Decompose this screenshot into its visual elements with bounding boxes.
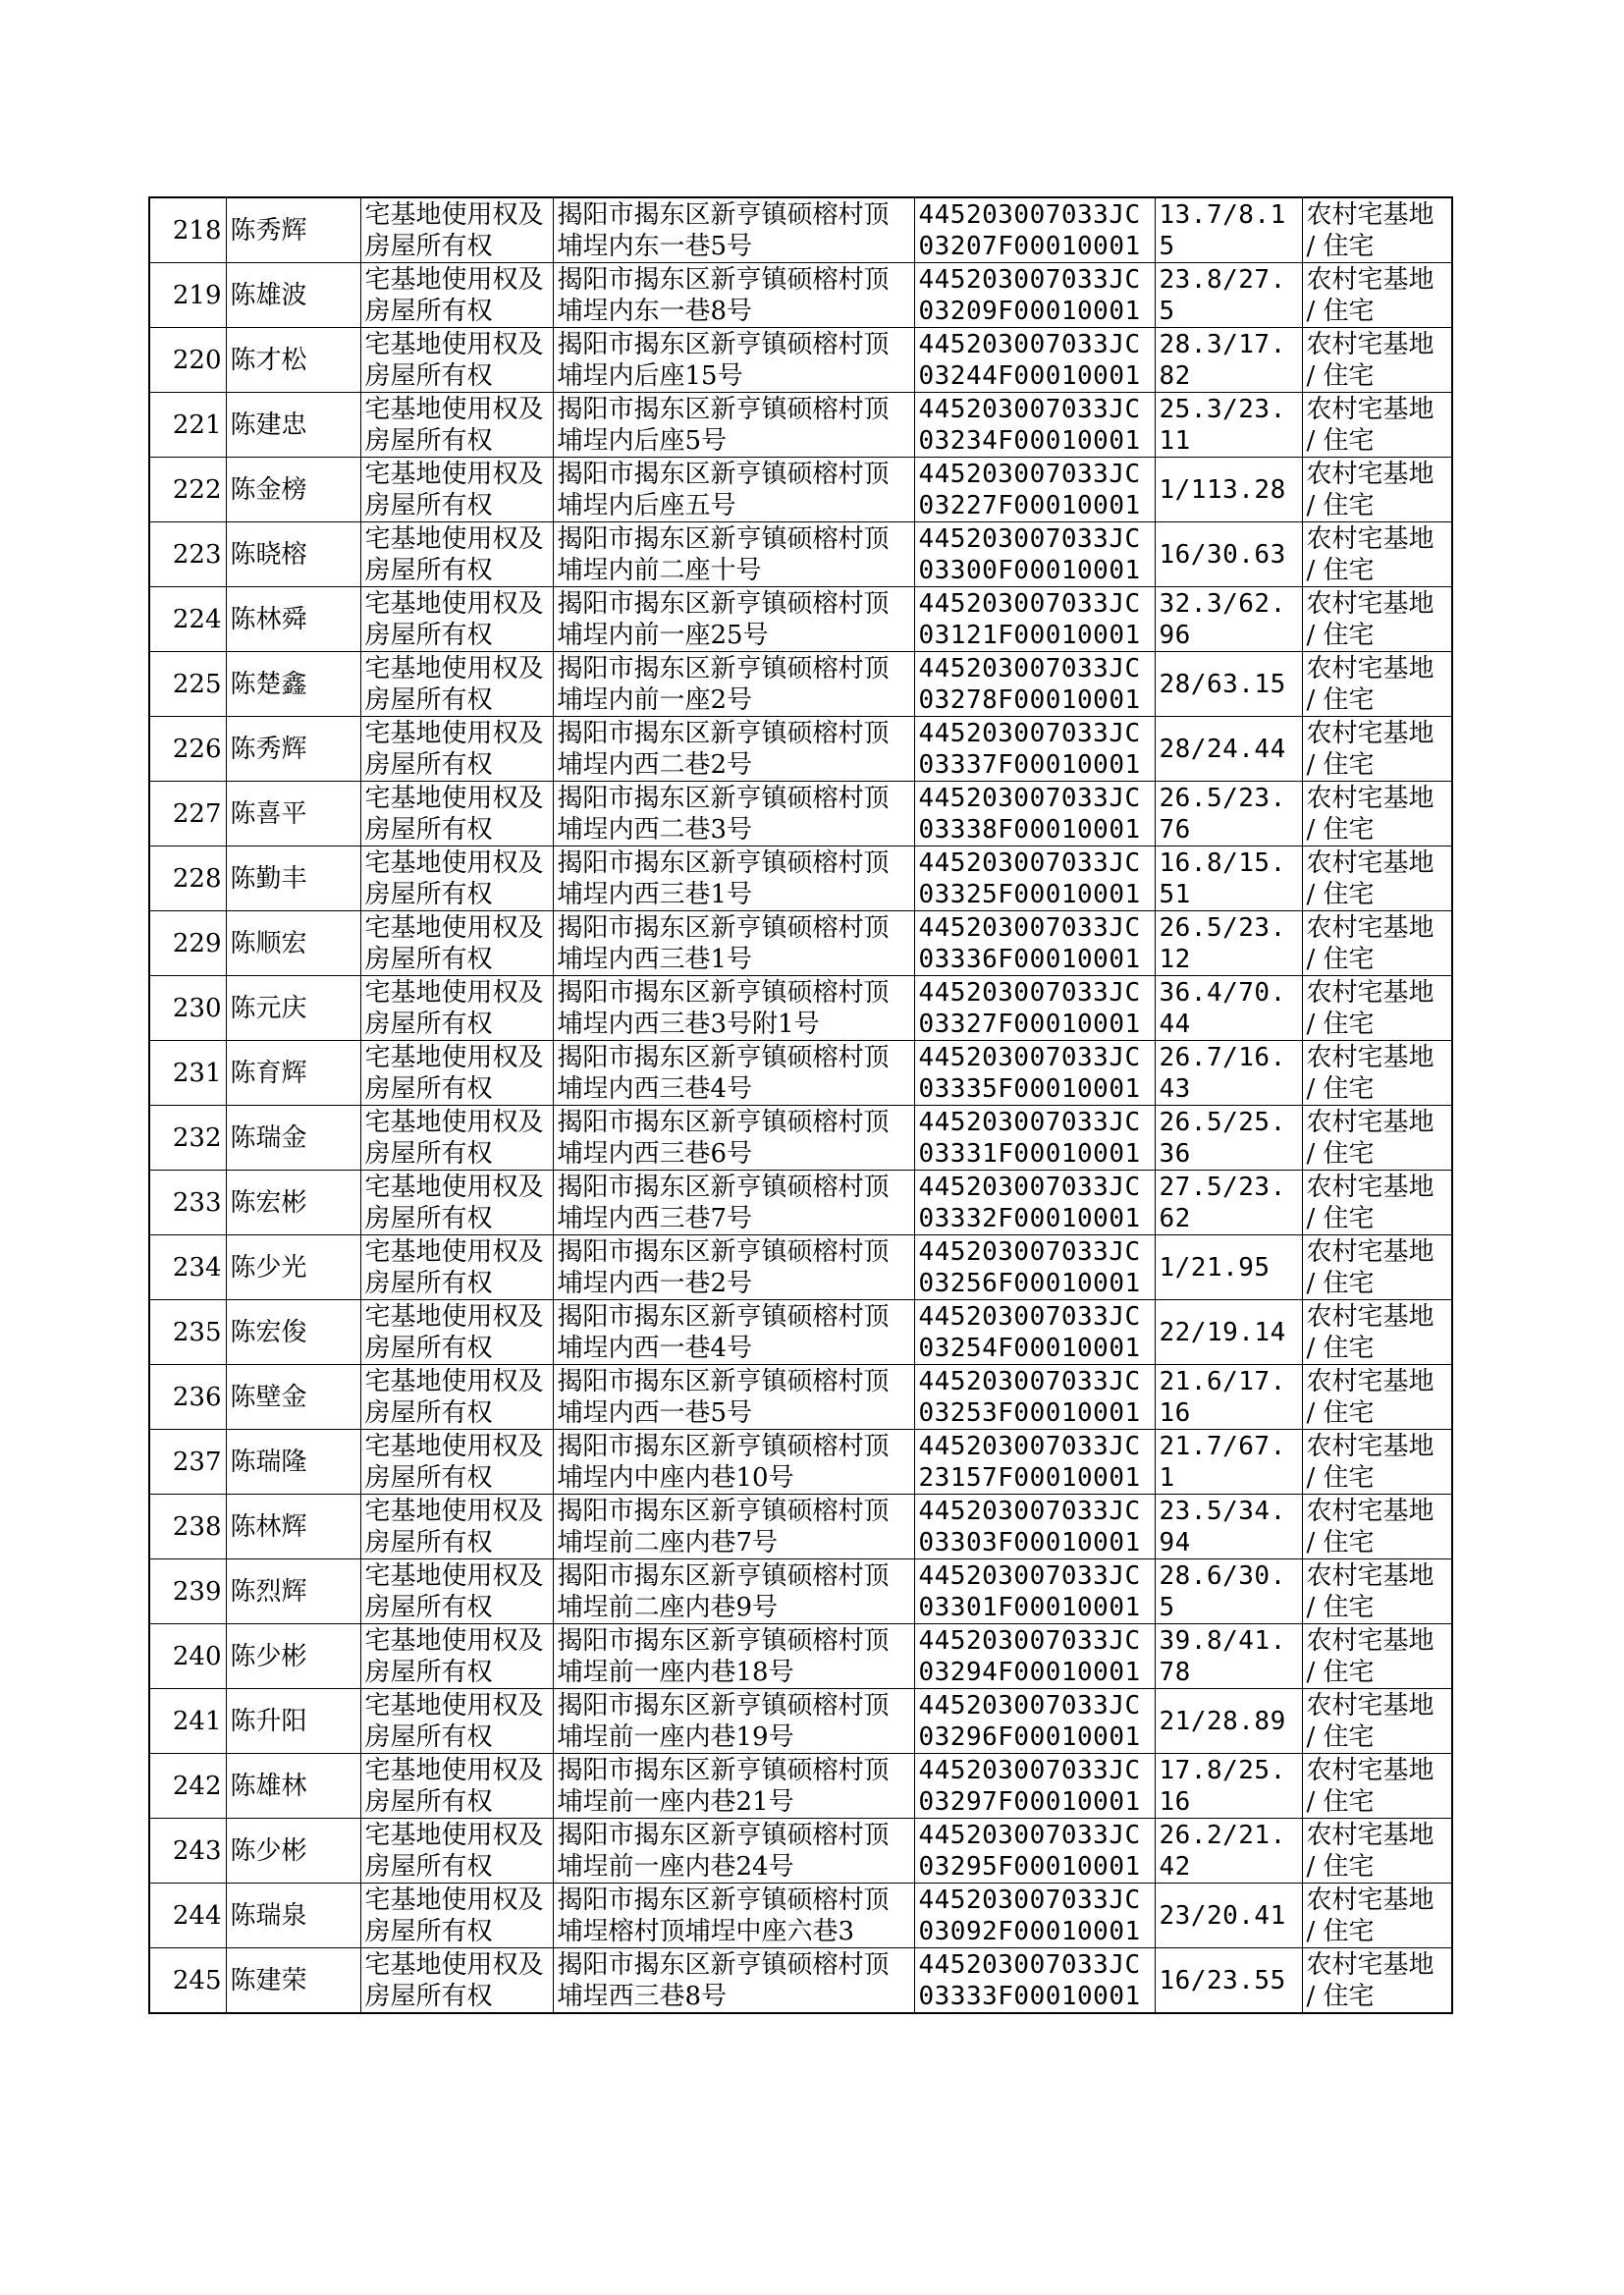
area-cell: 13.7/8.15 — [1155, 197, 1302, 263]
table-row — [149, 1300, 1452, 1365]
owner-name-cell: 陈宏俊 — [226, 1300, 360, 1365]
row-number-cell: 236 — [149, 1365, 226, 1430]
usage-cell: 农村宅基地 / 住宅 — [1302, 1884, 1452, 1948]
address-cell: 揭阳市揭东区新亨镇硕榕村顶埔埕内西三巷1号 — [553, 847, 914, 911]
row-number-cell: 225 — [149, 652, 226, 717]
unit-code-cell: 445203007033JC03295F00010001 — [914, 1819, 1155, 1884]
right-type-cell: 宅基地使用权及房屋所有权 — [360, 1689, 553, 1754]
row-number-cell: 239 — [149, 1559, 226, 1624]
address-cell: 揭阳市揭东区新亨镇硕榕村顶埔埕内西二巷3号 — [553, 782, 914, 847]
table-row — [149, 1430, 1452, 1495]
unit-code-cell: 445203007033JC03209F00010001 — [914, 263, 1155, 328]
right-type-cell: 宅基地使用权及房屋所有权 — [360, 911, 553, 976]
address-cell: 揭阳市揭东区新亨镇硕榕村顶埔埕内东一巷8号 — [553, 263, 914, 328]
unit-code-cell: 445203007033JC03207F00010001 — [914, 197, 1155, 263]
usage-cell: 农村宅基地 / 住宅 — [1302, 522, 1452, 587]
unit-code-cell: 445203007033JC03331F00010001 — [914, 1106, 1155, 1171]
area-cell: 23/20.41 — [1155, 1884, 1302, 1948]
right-type-cell: 宅基地使用权及房屋所有权 — [360, 458, 553, 522]
owner-name-cell: 陈瑞隆 — [226, 1430, 360, 1495]
usage-cell: 农村宅基地 / 住宅 — [1302, 1430, 1452, 1495]
owner-name-cell: 陈少光 — [226, 1235, 360, 1300]
owner-name-cell: 陈勤丰 — [226, 847, 360, 911]
row-number-cell: 240 — [149, 1624, 226, 1689]
usage-cell: 农村宅基地 / 住宅 — [1302, 717, 1452, 782]
unit-code-cell: 445203007033JC03092F00010001 — [914, 1884, 1155, 1948]
usage-cell: 农村宅基地 / 住宅 — [1302, 263, 1452, 328]
unit-code-cell: 445203007033JC03335F00010001 — [914, 1041, 1155, 1106]
address-cell: 揭阳市揭东区新亨镇硕榕村顶埔埕内西三巷1号 — [553, 911, 914, 976]
usage-cell: 农村宅基地 / 住宅 — [1302, 1624, 1452, 1689]
address-cell: 揭阳市揭东区新亨镇硕榕村顶埔埕内西三巷6号 — [553, 1106, 914, 1171]
right-type-cell: 宅基地使用权及房屋所有权 — [360, 782, 553, 847]
area-cell: 1/21.95 — [1155, 1235, 1302, 1300]
address-cell: 揭阳市揭东区新亨镇硕榕村顶埔埕内西二巷2号 — [553, 717, 914, 782]
unit-code-cell: 445203007033JC03300F00010001 — [914, 522, 1155, 587]
row-number-cell: 219 — [149, 263, 226, 328]
table-row — [149, 1948, 1452, 2014]
area-cell: 16/23.55 — [1155, 1948, 1302, 2014]
owner-name-cell: 陈雄林 — [226, 1754, 360, 1819]
address-cell: 揭阳市揭东区新亨镇硕榕村顶埔埕内西一巷5号 — [553, 1365, 914, 1430]
table-row — [149, 197, 1452, 263]
area-cell: 28/63.15 — [1155, 652, 1302, 717]
right-type-cell: 宅基地使用权及房屋所有权 — [360, 1819, 553, 1884]
table-row — [149, 911, 1452, 976]
unit-code-cell: 445203007033JC03333F00010001 — [914, 1948, 1155, 2014]
usage-cell: 农村宅基地 / 住宅 — [1302, 1495, 1452, 1559]
owner-name-cell: 陈楚鑫 — [226, 652, 360, 717]
owner-name-cell: 陈林辉 — [226, 1495, 360, 1559]
row-number-cell: 243 — [149, 1819, 226, 1884]
right-type-cell: 宅基地使用权及房屋所有权 — [360, 1106, 553, 1171]
area-cell: 26.5/25.36 — [1155, 1106, 1302, 1171]
table-row — [149, 1495, 1452, 1559]
row-number-cell: 241 — [149, 1689, 226, 1754]
unit-code-cell: 445203007033JC03253F00010001 — [914, 1365, 1155, 1430]
row-number-cell: 244 — [149, 1884, 226, 1948]
unit-code-cell: 445203007033JC03234F00010001 — [914, 393, 1155, 458]
area-cell: 1/113.28 — [1155, 458, 1302, 522]
address-cell: 揭阳市揭东区新亨镇硕榕村顶埔埕西三巷8号 — [553, 1948, 914, 2014]
owner-name-cell: 陈建荣 — [226, 1948, 360, 2014]
area-cell: 28.3/17.82 — [1155, 328, 1302, 393]
row-number-cell: 242 — [149, 1754, 226, 1819]
usage-cell: 农村宅基地 / 住宅 — [1302, 847, 1452, 911]
table-row — [149, 1559, 1452, 1624]
owner-name-cell: 陈瑞泉 — [226, 1884, 360, 1948]
right-type-cell: 宅基地使用权及房屋所有权 — [360, 263, 553, 328]
table-row — [149, 976, 1452, 1041]
area-cell: 21.7/67.1 — [1155, 1430, 1302, 1495]
area-cell: 23.8/27.5 — [1155, 263, 1302, 328]
owner-name-cell: 陈金榜 — [226, 458, 360, 522]
owner-name-cell: 陈少彬 — [226, 1624, 360, 1689]
usage-cell: 农村宅基地 / 住宅 — [1302, 1559, 1452, 1624]
address-cell: 揭阳市揭东区新亨镇硕榕村顶埔埕前二座内巷9号 — [553, 1559, 914, 1624]
table-row — [149, 1689, 1452, 1754]
unit-code-cell: 445203007033JC03325F00010001 — [914, 847, 1155, 911]
unit-code-cell: 445203007033JC03327F00010001 — [914, 976, 1155, 1041]
area-cell: 26.7/16.43 — [1155, 1041, 1302, 1106]
usage-cell: 农村宅基地 / 住宅 — [1302, 1171, 1452, 1235]
table-row — [149, 1819, 1452, 1884]
table-row — [149, 782, 1452, 847]
usage-cell: 农村宅基地 / 住宅 — [1302, 1754, 1452, 1819]
right-type-cell: 宅基地使用权及房屋所有权 — [360, 717, 553, 782]
right-type-cell: 宅基地使用权及房屋所有权 — [360, 1041, 553, 1106]
row-number-cell: 230 — [149, 976, 226, 1041]
row-number-cell: 234 — [149, 1235, 226, 1300]
row-number-cell: 237 — [149, 1430, 226, 1495]
usage-cell: 农村宅基地 / 住宅 — [1302, 1041, 1452, 1106]
right-type-cell: 宅基地使用权及房屋所有权 — [360, 1948, 553, 2014]
unit-code-cell: 445203007033JC03256F00010001 — [914, 1235, 1155, 1300]
usage-cell: 农村宅基地 / 住宅 — [1302, 782, 1452, 847]
row-number-cell: 231 — [149, 1041, 226, 1106]
owner-name-cell: 陈育辉 — [226, 1041, 360, 1106]
owner-name-cell: 陈顺宏 — [226, 911, 360, 976]
unit-code-cell: 445203007033JC03296F00010001 — [914, 1689, 1155, 1754]
right-type-cell: 宅基地使用权及房屋所有权 — [360, 1624, 553, 1689]
area-cell: 16/30.63 — [1155, 522, 1302, 587]
area-cell: 23.5/34.94 — [1155, 1495, 1302, 1559]
row-number-cell: 245 — [149, 1948, 226, 2014]
owner-name-cell: 陈雄波 — [226, 263, 360, 328]
unit-code-cell: 445203007033JC03254F00010001 — [914, 1300, 1155, 1365]
area-cell: 17.8/25.16 — [1155, 1754, 1302, 1819]
area-cell: 26.5/23.12 — [1155, 911, 1302, 976]
usage-cell: 农村宅基地 / 住宅 — [1302, 1365, 1452, 1430]
unit-code-cell: 445203007033JC03121F00010001 — [914, 587, 1155, 652]
area-cell: 32.3/62.96 — [1155, 587, 1302, 652]
address-cell: 揭阳市揭东区新亨镇硕榕村顶埔埕内西一巷2号 — [553, 1235, 914, 1300]
table-row — [149, 1041, 1452, 1106]
row-number-cell: 227 — [149, 782, 226, 847]
right-type-cell: 宅基地使用权及房屋所有权 — [360, 393, 553, 458]
area-cell: 36.4/70.44 — [1155, 976, 1302, 1041]
usage-cell: 农村宅基地 / 住宅 — [1302, 976, 1452, 1041]
usage-cell: 农村宅基地 / 住宅 — [1302, 197, 1452, 263]
unit-code-cell: 445203007033JC03303F00010001 — [914, 1495, 1155, 1559]
usage-cell: 农村宅基地 / 住宅 — [1302, 1235, 1452, 1300]
row-number-cell: 232 — [149, 1106, 226, 1171]
right-type-cell: 宅基地使用权及房屋所有权 — [360, 1559, 553, 1624]
area-cell: 21/28.89 — [1155, 1689, 1302, 1754]
right-type-cell: 宅基地使用权及房屋所有权 — [360, 522, 553, 587]
right-type-cell: 宅基地使用权及房屋所有权 — [360, 652, 553, 717]
table-row — [149, 263, 1452, 328]
unit-code-cell: 445203007033JC03332F00010001 — [914, 1171, 1155, 1235]
owner-name-cell: 陈烈辉 — [226, 1559, 360, 1624]
right-type-cell: 宅基地使用权及房屋所有权 — [360, 1495, 553, 1559]
address-cell: 揭阳市揭东区新亨镇硕榕村顶埔埕前一座内巷18号 — [553, 1624, 914, 1689]
usage-cell: 农村宅基地 / 住宅 — [1302, 1689, 1452, 1754]
owner-name-cell: 陈才松 — [226, 328, 360, 393]
owner-name-cell: 陈壁金 — [226, 1365, 360, 1430]
usage-cell: 农村宅基地 / 住宅 — [1302, 911, 1452, 976]
address-cell: 揭阳市揭东区新亨镇硕榕村顶埔埕前一座内巷21号 — [553, 1754, 914, 1819]
unit-code-cell: 445203007033JC03297F00010001 — [914, 1754, 1155, 1819]
right-type-cell: 宅基地使用权及房屋所有权 — [360, 587, 553, 652]
usage-cell: 农村宅基地 / 住宅 — [1302, 1106, 1452, 1171]
table-row — [149, 1171, 1452, 1235]
row-number-cell: 226 — [149, 717, 226, 782]
unit-code-cell: 445203007033JC03338F00010001 — [914, 782, 1155, 847]
usage-cell: 农村宅基地 / 住宅 — [1302, 393, 1452, 458]
table-row — [149, 1106, 1452, 1171]
address-cell: 揭阳市揭东区新亨镇硕榕村顶埔埕内西三巷7号 — [553, 1171, 914, 1235]
owner-name-cell: 陈建忠 — [226, 393, 360, 458]
address-cell: 揭阳市揭东区新亨镇硕榕村顶埔埕内西三巷3号附1号 — [553, 976, 914, 1041]
table-row — [149, 458, 1452, 522]
right-type-cell: 宅基地使用权及房屋所有权 — [360, 328, 553, 393]
right-type-cell: 宅基地使用权及房屋所有权 — [360, 1300, 553, 1365]
address-cell: 揭阳市揭东区新亨镇硕榕村顶埔埕内西三巷4号 — [553, 1041, 914, 1106]
row-number-cell: 222 — [149, 458, 226, 522]
address-cell: 揭阳市揭东区新亨镇硕榕村顶埔埕内后座15号 — [553, 328, 914, 393]
unit-code-cell: 445203007033JC03301F00010001 — [914, 1559, 1155, 1624]
row-number-cell: 223 — [149, 522, 226, 587]
row-number-cell: 229 — [149, 911, 226, 976]
area-cell: 26.2/21.42 — [1155, 1819, 1302, 1884]
owner-name-cell: 陈秀辉 — [226, 717, 360, 782]
usage-cell: 农村宅基地 / 住宅 — [1302, 587, 1452, 652]
table-row — [149, 1754, 1452, 1819]
table-row — [149, 1235, 1452, 1300]
area-cell: 39.8/41.78 — [1155, 1624, 1302, 1689]
unit-code-cell: 445203007033JC03278F00010001 — [914, 652, 1155, 717]
usage-cell: 农村宅基地 / 住宅 — [1302, 1948, 1452, 2014]
right-type-cell: 宅基地使用权及房屋所有权 — [360, 1884, 553, 1948]
unit-code-cell: 445203007033JC03337F00010001 — [914, 717, 1155, 782]
owner-name-cell: 陈升阳 — [226, 1689, 360, 1754]
row-number-cell: 228 — [149, 847, 226, 911]
address-cell: 揭阳市揭东区新亨镇硕榕村顶埔埕前二座内巷7号 — [553, 1495, 914, 1559]
area-cell: 28.6/30.5 — [1155, 1559, 1302, 1624]
usage-cell: 农村宅基地 / 住宅 — [1302, 328, 1452, 393]
owner-name-cell: 陈元庆 — [226, 976, 360, 1041]
unit-code-cell: 445203007033JC23157F00010001 — [914, 1430, 1155, 1495]
row-number-cell: 235 — [149, 1300, 226, 1365]
owner-name-cell: 陈林舜 — [226, 587, 360, 652]
table-row — [149, 717, 1452, 782]
unit-code-cell: 445203007033JC03336F00010001 — [914, 911, 1155, 976]
address-cell: 揭阳市揭东区新亨镇硕榕村顶埔埕内后座五号 — [553, 458, 914, 522]
table-row — [149, 1884, 1452, 1948]
usage-cell: 农村宅基地 / 住宅 — [1302, 652, 1452, 717]
table-row — [149, 847, 1452, 911]
row-number-cell: 220 — [149, 328, 226, 393]
address-cell: 揭阳市揭东区新亨镇硕榕村顶埔埕内前一座2号 — [553, 652, 914, 717]
unit-code-cell: 445203007033JC03244F00010001 — [914, 328, 1155, 393]
area-cell: 28/24.44 — [1155, 717, 1302, 782]
right-type-cell: 宅基地使用权及房屋所有权 — [360, 1171, 553, 1235]
address-cell: 揭阳市揭东区新亨镇硕榕村顶埔埕内前一座25号 — [553, 587, 914, 652]
usage-cell: 农村宅基地 / 住宅 — [1302, 1819, 1452, 1884]
owner-name-cell: 陈少彬 — [226, 1819, 360, 1884]
table-row — [149, 328, 1452, 393]
address-cell: 揭阳市揭东区新亨镇硕榕村顶埔埕内前二座十号 — [553, 522, 914, 587]
right-type-cell: 宅基地使用权及房屋所有权 — [360, 1754, 553, 1819]
row-number-cell: 218 — [149, 197, 226, 263]
address-cell: 揭阳市揭东区新亨镇硕榕村顶埔埕内西一巷4号 — [553, 1300, 914, 1365]
owner-name-cell: 陈宏彬 — [226, 1171, 360, 1235]
row-number-cell: 224 — [149, 587, 226, 652]
usage-cell: 农村宅基地 / 住宅 — [1302, 458, 1452, 522]
right-type-cell: 宅基地使用权及房屋所有权 — [360, 1365, 553, 1430]
area-cell: 25.3/23.11 — [1155, 393, 1302, 458]
table-row — [149, 1365, 1452, 1430]
row-number-cell: 238 — [149, 1495, 226, 1559]
area-cell: 22/19.14 — [1155, 1300, 1302, 1365]
right-type-cell: 宅基地使用权及房屋所有权 — [360, 1235, 553, 1300]
table-row — [149, 393, 1452, 458]
unit-code-cell: 445203007033JC03294F00010001 — [914, 1624, 1155, 1689]
row-number-cell: 233 — [149, 1171, 226, 1235]
address-cell: 揭阳市揭东区新亨镇硕榕村顶埔埕内后座5号 — [553, 393, 914, 458]
owner-name-cell: 陈晓榕 — [226, 522, 360, 587]
row-number-cell: 221 — [149, 393, 226, 458]
property-register-table — [148, 196, 1453, 2014]
address-cell: 揭阳市揭东区新亨镇硕榕村顶埔埕前一座内巷19号 — [553, 1689, 914, 1754]
table-row — [149, 587, 1452, 652]
area-cell: 16.8/15.51 — [1155, 847, 1302, 911]
address-cell: 揭阳市揭东区新亨镇硕榕村顶埔埕内中座内巷10号 — [553, 1430, 914, 1495]
right-type-cell: 宅基地使用权及房屋所有权 — [360, 976, 553, 1041]
table-body — [149, 197, 1452, 2013]
table-row — [149, 1624, 1452, 1689]
right-type-cell: 宅基地使用权及房屋所有权 — [360, 847, 553, 911]
area-cell: 27.5/23.62 — [1155, 1171, 1302, 1235]
owner-name-cell: 陈喜平 — [226, 782, 360, 847]
address-cell: 揭阳市揭东区新亨镇硕榕村顶埔埕前一座内巷24号 — [553, 1819, 914, 1884]
unit-code-cell: 445203007033JC03227F00010001 — [914, 458, 1155, 522]
right-type-cell: 宅基地使用权及房屋所有权 — [360, 1430, 553, 1495]
table-row — [149, 652, 1452, 717]
owner-name-cell: 陈瑞金 — [226, 1106, 360, 1171]
address-cell: 揭阳市揭东区新亨镇硕榕村顶埔埕榕村顶埔埕中座六巷3 — [553, 1884, 914, 1948]
owner-name-cell: 陈秀辉 — [226, 197, 360, 263]
area-cell: 26.5/23.76 — [1155, 782, 1302, 847]
table-row — [149, 522, 1452, 587]
area-cell: 21.6/17.16 — [1155, 1365, 1302, 1430]
usage-cell: 农村宅基地 / 住宅 — [1302, 1300, 1452, 1365]
right-type-cell: 宅基地使用权及房屋所有权 — [360, 197, 553, 263]
address-cell: 揭阳市揭东区新亨镇硕榕村顶埔埕内东一巷5号 — [553, 197, 914, 263]
